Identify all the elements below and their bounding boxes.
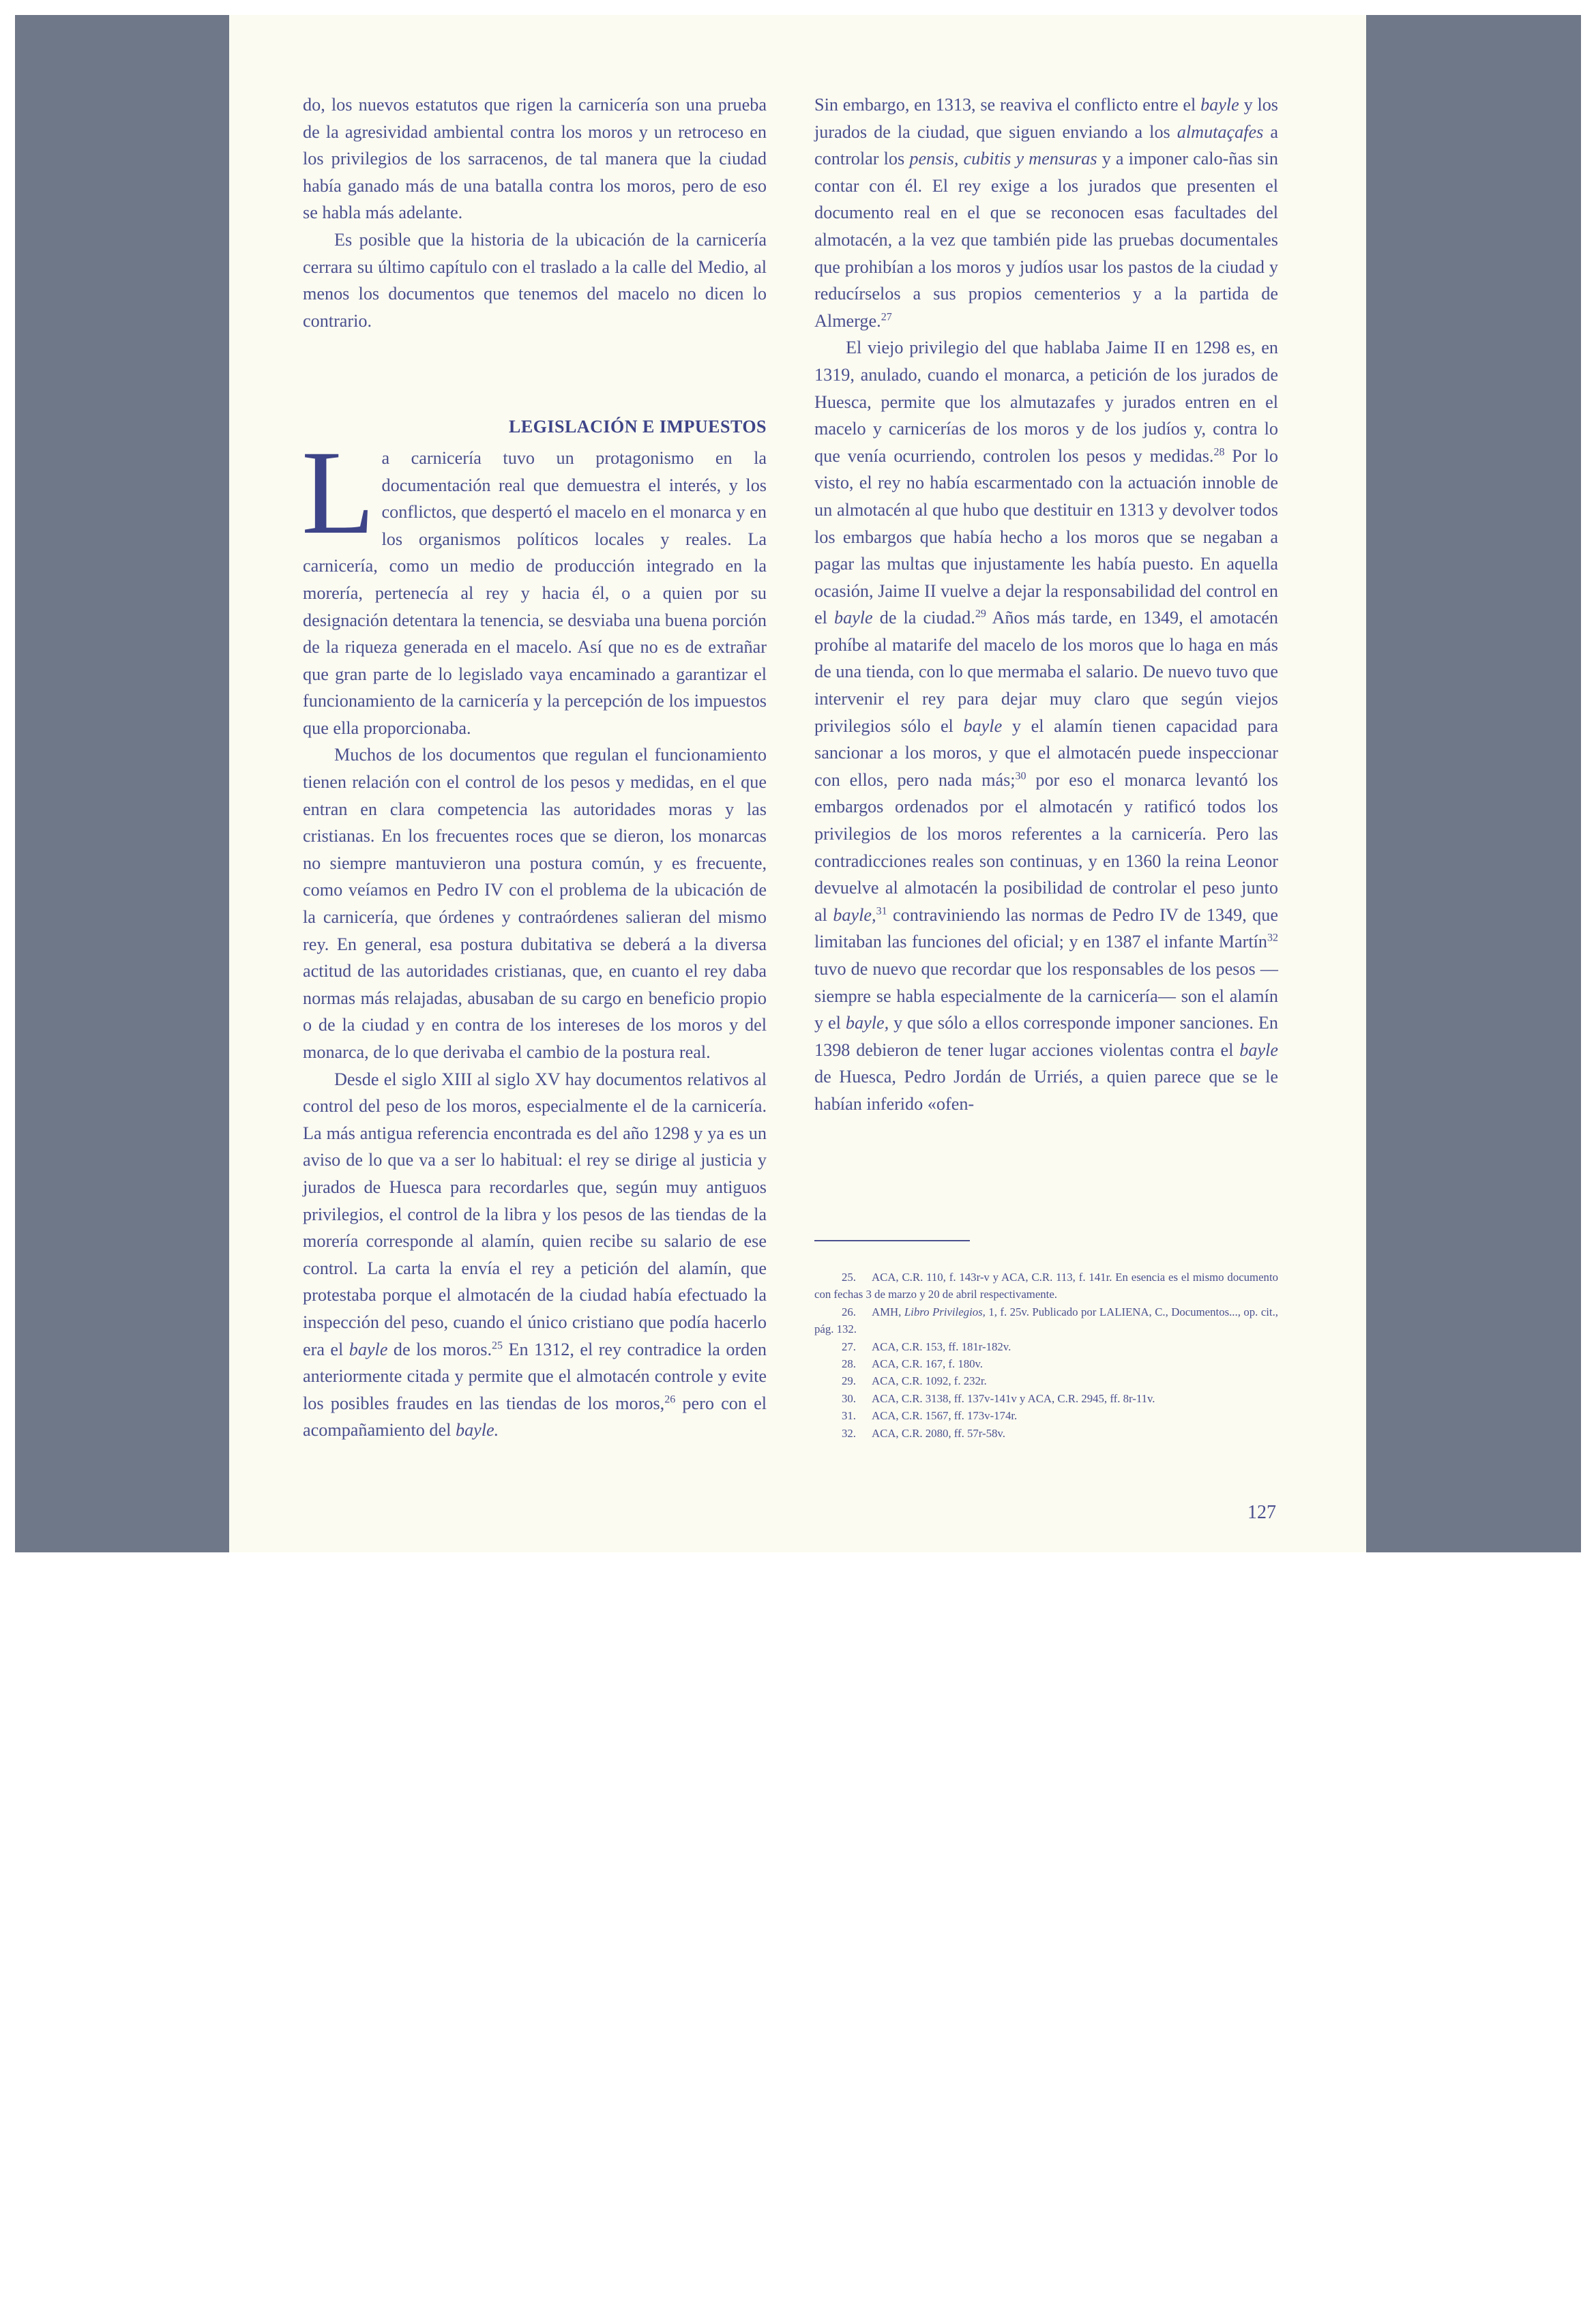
left-column — [303, 91, 767, 1444]
footnote-ref: 31 — [876, 905, 887, 917]
text-run: Años más tarde, en 1349, el amotacén prohíbe al matarife del macelo de los moros que lo haga en más de una tienda, con lo que mermaba el salario. De nuevo tuvo que intervenir el rey para dejar muy claro que según viejos privilegios sólo el — [814, 608, 1279, 736]
text-run: Por lo visto, el rey no había escarmentado con la actuación innoble de un almotacén al que hubo que destituir en 1313 y devolver todos los embargos que había hecho a los moros que se negaban a pagar las multas que injustamente les había puesto. En aquella ocasión, Jaime II vuelve a dejar la responsabilidad del control en el — [814, 445, 1279, 628]
footnote — [814, 1407, 1278, 1424]
footnote-number: 27. — [842, 1340, 856, 1353]
text-run: por eso el monarca levantó los embargos ordenados por el almotacén y ratificó todos los privilegios de los moros referentes a la carnicería. Pero las contradicciones reales son continuas, y en 1360 la reina Leonor devuelve al almotacén la posibilidad de controlar el peso junto al — [814, 769, 1278, 925]
text-run: a controlar los — [814, 121, 1279, 169]
footnote-ref: 29 — [975, 608, 986, 620]
text-run: y el alamín tienen capacidad para sancionar a los moros, y que el almotacén puede inspeccionar con ellos, pero nada más; — [814, 715, 1278, 790]
footnote-text: ACA, C.R. 110, f. 143r-v y ACA, C.R. 113, f. 141r. En esencia es el mismo documento con fechas 3 de marzo y 20 de abril respectivamente. — [814, 1271, 1278, 1301]
text-run: y los jurados de la ciudad, que siguen enviando a los — [814, 95, 1278, 142]
footnote-number: 26. — [842, 1305, 856, 1318]
italic-term: bayle — [1239, 1039, 1278, 1060]
italic-term: bayle, — [833, 904, 876, 925]
book-page — [229, 15, 1366, 1552]
footnote-divider — [814, 1240, 970, 1241]
italic-term: bayle — [963, 715, 1003, 736]
text-run: tuvo de nuevo que recordar que los responsables de los pesos —siempre se habla especialmente de la carnicería— son el alamín y el — [814, 959, 1278, 1033]
italic-term: almutaçafes — [1177, 121, 1264, 142]
footnote-ref: 32 — [1267, 932, 1278, 944]
paragraph: Muchos de los documentos que regulan el funcionamiento tienen relación con el control de los pesos y medidas, en el que entran en clara competencia las autoridades moras y las cristianas. En los frecuentes roces que se dieron, los monarcas no siempre mantuvieron una postura común, y es frecuente, como veíamos en Pedro IV con el problema de la ubicación de la carnicería, que órdenes y contraórdenes salieran del mismo rey. En general, esa postura dubitativa se deberá a la diversa actitud de las autoridades cristianas, que, en cuanto el rey daba normas más relajadas, abusaban de su cargo en beneficio propio o de la ciudad y en contra de los intereses de los moros y del monarca, de lo que derivaba el cambio de la postura real. — [303, 745, 767, 1062]
footnote — [814, 1390, 1278, 1407]
footnote-number: 30. — [842, 1391, 856, 1405]
footnote-text: ACA, C.R. 3138, ff. 137v-141v y ACA, C.R. 2945, ff. 8r-11v. — [872, 1391, 1155, 1405]
footnote-number: 28. — [842, 1357, 856, 1371]
footnote-number: 25. — [842, 1271, 856, 1284]
text-run: de la ciudad. — [872, 608, 975, 628]
text-run: En 1312, el rey contradice la orden anteriormente citada y permite que el almotacén controle y evite los posibles fraudes en las tiendas de los moros, — [303, 1339, 767, 1413]
italic-term: pensis, cubitis y mensuras — [909, 149, 1097, 169]
footnote — [814, 1355, 1278, 1372]
paragraph: do, los nuevos estatutos que rigen la carnicería son una prueba de la agresividad ambiental contra los moros y un retroceso en los privilegios de los sarracenos, de tal manera que la ciudad había ganado más de una batalla contra los moros, pero de eso se habla más adelante. — [303, 95, 767, 223]
footnote — [814, 1338, 1278, 1355]
italic-term: bayle — [1200, 95, 1239, 115]
italic-term: bayle — [833, 608, 873, 628]
paragraph — [814, 334, 1278, 1117]
footnote-text: AMH, — [872, 1305, 904, 1318]
text-run: y a imponer calo-ñas sin contar con él. El rey exige a los jurados que presenten el documento real en el que se reconocen esas facultades del almotacén, a la vez que también pide las pruebas documentales que prohibían a los moros y judíos usar los pastos de la ciudad y reducírselos a sus propios cementerios y a la partida de Almerge. — [814, 149, 1278, 331]
footnote-text: ACA, C.R. 1092, f. 232r. — [872, 1374, 987, 1388]
text-run: de los moros. — [387, 1339, 492, 1359]
footnote — [814, 1372, 1278, 1389]
footnote — [814, 1269, 1278, 1303]
page-number: 127 — [1247, 1502, 1276, 1523]
footnote-italic: Libro Privilegios, — [904, 1305, 986, 1318]
footnote-ref: 28 — [1213, 445, 1225, 458]
drop-cap: L — [301, 426, 375, 559]
text-run: de Huesca, Pedro Jordán de Urriés, a quien parece que se le habían inferido «ofen- — [814, 1067, 1278, 1114]
text-run: El viejo privilegio del que hablaba Jaime II en 1298 es, en 1319, anulado, cuando el monarca, a petición de los jurados de Huesca, permite que los almutazafes y jurados entren en el macelo y carnicerías de los moros y de los judíos y, contra lo que venía ocurriendo, controlen los pesos y medidas. — [814, 338, 1278, 466]
footnote-text: ACA, C.R. 167, f. 180v. — [872, 1357, 984, 1371]
text-run: contraviniendo las normas de Pedro IV de 1349, que limitaban las funciones del oficial; y en 1387 el infante Martín — [814, 904, 1278, 952]
italic-term: bayle — [349, 1339, 388, 1359]
paragraph — [814, 91, 1278, 334]
text-run: y que sólo a ellos corresponde imponer sanciones. En 1398 debieron de tener lugar acciones violentas contra el — [814, 1013, 1278, 1060]
italic-term: bayle. — [455, 1420, 499, 1441]
paragraph — [303, 1066, 767, 1444]
footnote-number: 29. — [842, 1374, 856, 1388]
footnote-ref: 27 — [881, 311, 892, 323]
text-run: pero con el acompañamiento del — [303, 1393, 767, 1441]
footnote-text: ACA, C.R. 153, ff. 181r-182v. — [872, 1340, 1011, 1353]
section-heading: LEGISLACIÓN E IMPUESTOS — [508, 417, 767, 437]
footnote-ref: 25 — [492, 1339, 503, 1351]
footnote-number: 31. — [842, 1409, 856, 1423]
footnote — [814, 1303, 1278, 1338]
text-run: Desde el siglo XIII al siglo XV hay documentos relativos al control del peso de los moros, especialmente el de la carnicería. La más antigua referencia encontrada es del año 1298 y ya es un aviso de lo que va a ser lo habitual: el rey se dirige al justicia y jurados de Huesca para recordarles que, según muy antiguos privilegios, el control de la libra y los pesos de las tiendas de la morería corresponde al alamín, quien recibe su salario de ese control. La carta la envía el rey a petición del alamín, que protestaba porque el almotacén de la ciudad había efectuado la inspección del peso, cuando el único cristiano que podía hacerlo era el — [303, 1069, 767, 1359]
footnote-text: 1, f. 25v. Publicado por LALIENA, C., Documentos..., op. cit., pág. 132. — [814, 1305, 1278, 1336]
footnotes — [814, 1269, 1278, 1442]
footnote-ref: 30 — [1015, 770, 1026, 782]
italic-term: bayle, — [845, 1013, 889, 1033]
footnote — [814, 1425, 1278, 1442]
footnote-number: 32. — [842, 1426, 856, 1440]
paragraph-text: a carnicería tuvo un protagonismo en la documentación real que demuestra el interés, y los conflictos, que despertó el macelo en el monarca y en los organismos políticos locales y reales. La carnicería, como un medio de producción integrado en la morería, pertenecía al rey y hacia él, o a quien por su designación detentara la tenencia, se desviaba una buena porción de la riqueza generada en el macelo. Así que no es de extrañar que gran parte de lo legislado vaya encaminado a garantizar el funcionamiento de la carnicería y la percepción de los impuestos que ella proporcionaba. — [303, 447, 767, 738]
footnote-ref: 26 — [664, 1393, 676, 1405]
footnote-text: ACA, C.R. 2080, ff. 57r-58v. — [872, 1426, 1005, 1440]
right-column — [814, 91, 1278, 1118]
footnote-text: ACA, C.R. 1567, ff. 173v-174r. — [872, 1409, 1018, 1423]
paragraph: Es posible que la historia de la ubicación de la carnicería cerrara su último capítulo con el traslado a la calle del Medio, al menos los documentos que tenemos del macelo no dicen lo contrario. — [303, 229, 767, 331]
text-run: Sin embargo, en 1313, se reaviva el conflicto entre el — [814, 95, 1201, 115]
